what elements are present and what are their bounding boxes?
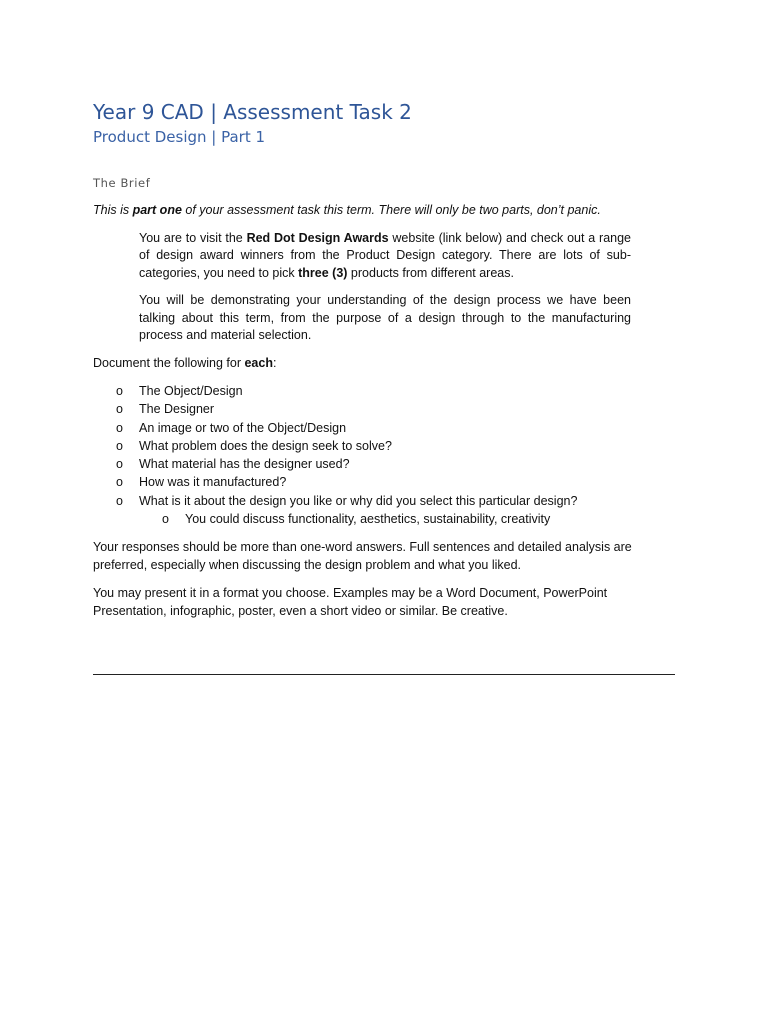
list-item bbox=[93, 492, 675, 529]
list-item-text: What problem does the design seek to solve? bbox=[139, 438, 392, 453]
bullet-circle-icon: o bbox=[116, 384, 123, 398]
bullet-circle-icon: o bbox=[116, 402, 123, 417]
intro-suffix: of your assessment task this term. There will only be two parts, don’t panic. bbox=[181, 203, 601, 217]
list-item bbox=[93, 419, 675, 437]
brief-paragraph-2: You will be demonstrating your understanding of the design process we have been talking about this term, from the purpose of a design through to the manufacturing process and material selection. bbox=[139, 293, 631, 342]
list-item-text: How was it manufactured? bbox=[139, 475, 287, 490]
closing-paragraph-2: You may present it in a format you choose. Examples may be a Word Document, PowerPoint Presentation, infographic, poster, even a short video or similar. Be creative. bbox=[93, 586, 608, 618]
list-item bbox=[93, 382, 675, 400]
sub-list-item bbox=[139, 510, 675, 528]
sub-checklist bbox=[139, 510, 675, 528]
bullet-circle-icon: o bbox=[116, 475, 123, 490]
document-title: Year 9 CAD | Assessment Task 2 bbox=[93, 100, 412, 124]
list-item bbox=[93, 437, 675, 455]
three-products-bold: three (3) bbox=[298, 265, 348, 280]
document-page bbox=[93, 98, 675, 620]
document-lead bbox=[93, 355, 675, 373]
list-item-text: What is it about the design you like or why did you select this particular design? bbox=[139, 493, 578, 508]
list-item-text: What material has the designer used? bbox=[139, 457, 350, 472]
document-subtitle: Product Design | Part 1 bbox=[93, 128, 266, 146]
bullet-circle-icon: o bbox=[116, 493, 123, 508]
brief-p1-prefix: You are to visit the bbox=[139, 230, 247, 245]
bullet-circle-icon: o bbox=[116, 438, 123, 453]
list-item-text: The Designer bbox=[139, 402, 215, 417]
intro-bold: part one bbox=[132, 203, 182, 217]
bullet-circle-icon: o bbox=[116, 420, 123, 435]
list-item bbox=[93, 473, 675, 491]
list-item-text: An image or two of the Object/Design bbox=[139, 420, 347, 435]
sub-list-item-text: You could discuss functionality, aesthetics, sustainability, creativity bbox=[185, 512, 551, 527]
brief-paragraph-1 bbox=[139, 230, 631, 283]
document-checklist bbox=[93, 382, 675, 528]
brief-heading: The Brief bbox=[93, 176, 151, 190]
bullet-circle-icon: o bbox=[116, 457, 123, 472]
intro-paragraph bbox=[93, 202, 675, 220]
brief-p1-middle: website (link below) and check out a range of design award winners from the Product Design category. There are lots of sub-categories, you need to pick bbox=[139, 230, 632, 280]
document-lead-suffix: : bbox=[272, 355, 277, 370]
list-item bbox=[93, 400, 675, 418]
brief-p1-suffix: products from different areas. bbox=[347, 265, 514, 280]
document-lead-bold: each bbox=[244, 355, 273, 370]
intro-prefix: This is bbox=[93, 203, 133, 217]
bullet-circle-icon: o bbox=[162, 512, 169, 527]
document-lead-prefix: Document the following for bbox=[93, 355, 245, 370]
closing-paragraph-1: Your responses should be more than one-word answers. Full sentences and detailed analysis are preferred, especially when discussing the design problem and what you liked. bbox=[93, 540, 632, 572]
list-item-text: The Object/Design bbox=[139, 384, 243, 398]
red-dot-link-text: Red Dot Design Awards bbox=[246, 230, 389, 245]
list-item bbox=[93, 455, 675, 473]
horizontal-divider bbox=[93, 674, 675, 675]
brief-indented-block bbox=[139, 230, 631, 345]
